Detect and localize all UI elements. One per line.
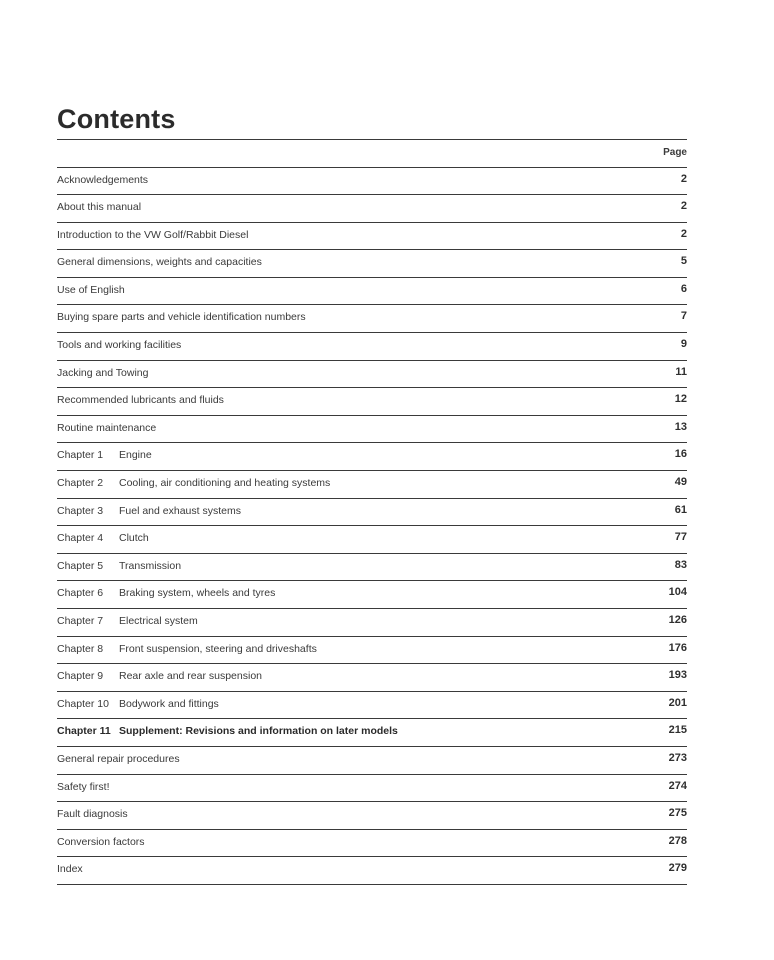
entry-chapter-number: Chapter 4 [57, 532, 104, 545]
entry-label [57, 587, 275, 599]
entry-chapter-number: Chapter 10 [57, 697, 109, 710]
entry-chapter-number: Chapter 5 [57, 559, 104, 572]
entry-label [57, 311, 306, 323]
contents-entry[interactable] [57, 278, 687, 306]
entry-title: Jacking and Towing [57, 366, 149, 379]
entry-page-number: 49 [674, 476, 687, 489]
contents-entry[interactable] [57, 830, 687, 858]
entry-title: General dimensions, weights and capacities [57, 256, 262, 269]
entry-title: Rear axle and rear suspension [119, 670, 263, 683]
contents-entry[interactable] [57, 168, 687, 196]
entry-title: Fault diagnosis [57, 808, 128, 821]
title-divider [57, 139, 687, 140]
entry-chapter-number: Chapter 3 [57, 504, 104, 517]
contents-entry[interactable] [57, 637, 687, 665]
entry-page-number: 193 [668, 669, 687, 682]
contents-entry[interactable] [57, 581, 687, 609]
entry-label [57, 863, 83, 875]
entry-title: Front suspension, steering and driveshafts [119, 642, 317, 655]
entry-label [57, 836, 145, 848]
entry-label [57, 229, 248, 241]
entry-title: Clutch [119, 532, 149, 545]
contents-entry[interactable] [57, 250, 687, 278]
entry-chapter-number: Chapter 2 [57, 477, 104, 490]
page-title: Contents [57, 104, 176, 134]
entry-page-number: 201 [668, 696, 687, 709]
entry-page-number: 83 [674, 558, 687, 571]
entry-title: Tools and working facilities [57, 339, 182, 352]
entry-label [57, 339, 181, 351]
contents-entry[interactable] [57, 388, 687, 416]
entry-label [57, 201, 141, 213]
entry-page-number: 104 [668, 586, 687, 599]
entry-title: Transmission [119, 559, 182, 572]
entry-label [57, 284, 125, 296]
entry-title: Use of English [57, 283, 125, 296]
entry-page-number: 13 [674, 420, 687, 433]
contents-entry[interactable] [57, 554, 687, 582]
entry-page-number: 176 [668, 641, 687, 654]
entry-label [57, 422, 156, 434]
contents-entry[interactable] [57, 609, 687, 637]
page-column-header: Page [663, 147, 687, 158]
entry-title: Braking system, wheels and tyres [119, 587, 276, 600]
entry-page-number: 61 [674, 503, 687, 516]
entry-chapter-number: Chapter 1 [57, 449, 104, 462]
entry-chapter-number: Chapter 8 [57, 642, 104, 655]
entry-label [57, 505, 241, 517]
entry-title: Index [57, 863, 83, 876]
contents-entry[interactable] [57, 195, 687, 223]
entry-label [57, 394, 224, 406]
entry-label [57, 643, 317, 655]
entry-title: Electrical system [119, 615, 198, 627]
entry-title: Conversion factors [57, 835, 145, 848]
contents-entry[interactable] [57, 305, 687, 333]
entry-page-number: 12 [674, 393, 687, 406]
entry-label [57, 808, 128, 820]
entry-chapter-number: Chapter 7 [57, 615, 104, 627]
entry-title: Fuel and exhaust systems [119, 504, 241, 517]
entry-title: Safety first! [57, 780, 110, 793]
entry-title: Routine maintenance [57, 421, 157, 434]
contents-entry[interactable] [57, 526, 687, 554]
entry-label [57, 725, 398, 737]
contents-entry[interactable] [57, 499, 687, 527]
entry-label [57, 532, 149, 544]
contents-entry[interactable] [57, 747, 687, 775]
contents-entry[interactable] [57, 719, 687, 747]
entry-label [57, 670, 262, 682]
entry-page-number: 77 [674, 531, 687, 544]
entry-page-number: 2 [680, 227, 687, 240]
entry-label [57, 367, 148, 379]
entry-page-number: 278 [668, 834, 687, 847]
entry-title: General repair procedures [57, 752, 180, 765]
entry-title: Supplement: Revisions and information on later models [119, 725, 398, 738]
entry-label [57, 174, 148, 186]
entry-title: Cooling, air conditioning and heating systems [119, 477, 331, 490]
entry-label [57, 256, 262, 268]
entry-page-number: 215 [668, 724, 687, 737]
contents-entry[interactable] [57, 775, 687, 803]
entry-page-number: 2 [680, 172, 687, 185]
entry-chapter-number: Chapter 6 [57, 587, 104, 600]
entry-chapter-number: Chapter 9 [57, 670, 104, 683]
entry-title: Acknowledgements [57, 173, 149, 186]
entry-page-number: 274 [668, 779, 687, 792]
entry-page-number: 9 [680, 338, 687, 351]
entry-page-number: 2 [680, 200, 687, 213]
entry-title: Buying spare parts and vehicle identification numbers [57, 311, 306, 324]
entry-page-number: 275 [668, 807, 687, 820]
entry-label [57, 698, 219, 710]
contents-entry[interactable] [57, 416, 687, 444]
entry-page-number: 5 [680, 255, 687, 268]
entry-label [57, 753, 180, 765]
contents-entry[interactable] [57, 471, 687, 499]
entry-page-number: 16 [674, 448, 687, 461]
entry-label [57, 560, 181, 572]
contents-entry[interactable] [57, 664, 687, 692]
contents-entry[interactable] [57, 223, 687, 251]
entry-page-number: 279 [668, 862, 687, 875]
entry-page-number: 273 [668, 751, 687, 764]
entry-page-number: 6 [680, 282, 687, 295]
entry-page-number: 11 [675, 365, 687, 378]
entry-page-number: 126 [668, 614, 687, 626]
contents-entry[interactable] [57, 692, 687, 720]
entry-title: About this manual [57, 201, 142, 214]
contents-list [57, 167, 687, 885]
entry-title: Engine [119, 449, 152, 462]
contents-entry[interactable] [57, 802, 687, 830]
contents-entry[interactable] [57, 443, 687, 471]
entry-label [57, 477, 330, 489]
entry-title: Recommended lubricants and fluids [57, 394, 224, 407]
entry-label [57, 615, 198, 627]
contents-entry[interactable] [57, 361, 687, 389]
entry-chapter-number: Chapter 11 [57, 725, 111, 738]
entry-page-number: 7 [680, 310, 687, 323]
entry-label [57, 449, 152, 461]
entry-title: Introduction to the VW Golf/Rabbit Diesel [57, 228, 249, 241]
contents-entry[interactable] [57, 333, 687, 361]
entry-label [57, 781, 110, 793]
contents-entry[interactable] [57, 857, 687, 885]
entry-title: Bodywork and fittings [119, 697, 219, 710]
